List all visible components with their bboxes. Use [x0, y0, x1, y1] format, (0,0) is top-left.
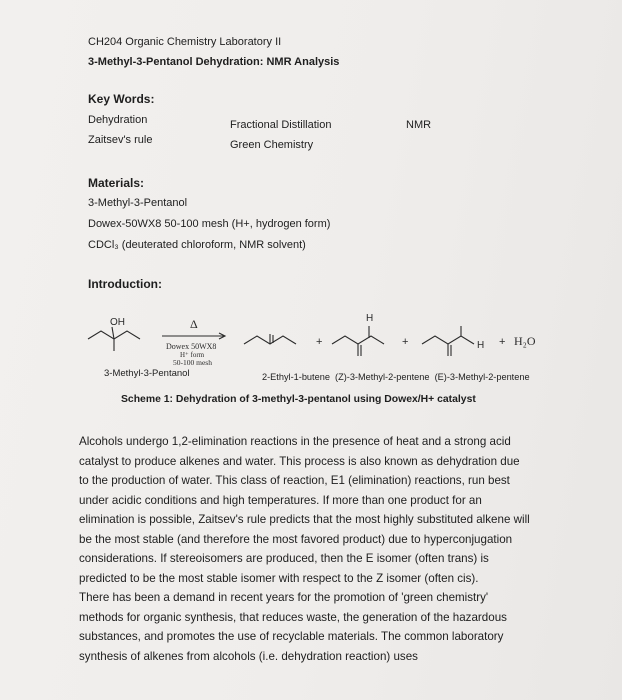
heat-symbol: Δ: [190, 317, 198, 331]
paragraph-line: to the production of water. This class of reaction, E1 (elimination) reactions, run best: [79, 474, 510, 487]
paragraph-line: synthesis of alkenes from alcohols (i.e. dehydration reaction) uses: [79, 649, 418, 663]
paragraph-line: Alcohols undergo 1,2-elimination reactions in the presence of heat and a strong acid: [79, 435, 511, 448]
oh-label: OH: [110, 317, 125, 328]
hydrogen-label-e: H: [477, 340, 485, 351]
keywords-heading: Key Words:: [88, 92, 155, 106]
product-z-3-methyl-2-pentene: [332, 336, 384, 344]
plus-sign: +: [499, 336, 506, 348]
paragraph-line: catalyst to produce alkenes and water. This process is also known as dehydration due: [79, 454, 520, 468]
product-e-3-methyl-2-pentene: [422, 336, 474, 344]
keyword-fractional-distillation: Fractional Distillation: [230, 119, 332, 131]
paragraph-line: substances, and promotes the use of recyclable materials. The common laboratory: [79, 630, 504, 643]
keyword-green-chemistry: Green Chemistry: [230, 139, 314, 151]
plus-sign: +: [402, 336, 409, 348]
reactant-name: 3-Methyl-3-Pentanol: [104, 368, 190, 379]
scheme-caption: Scheme 1: Dehydration of 3-methyl-3-pentanol using Dowex/H+ catalyst: [121, 394, 476, 405]
paragraph-line: under acidic conditions and high temperatures. If more than one product for an: [79, 493, 482, 507]
paragraph-line: elimination is possible, Zaitsev's rule predicts that the most highly substituted alkene will: [79, 513, 530, 526]
reagent-line-2: H⁺ form: [180, 351, 205, 359]
paragraph-line: be the most stable (and therefore the most favored product) due to hyperconjugation: [79, 532, 513, 546]
product-names: 2-Ethyl-1-butene (Z)-3-Methyl-2-pentene (E)-3-Methyl-2-pentene: [262, 372, 530, 382]
plus-sign: +: [316, 336, 323, 348]
keyword-zaitsevs-rule: Zaitsev's rule: [88, 134, 153, 146]
document-title: 3-Methyl-3-Pentanol Dehydration: NMR Analysis: [88, 56, 340, 68]
water-label: H₂O: [514, 334, 536, 348]
paragraph-line: methods for organic synthesis, that reduces waste, the generation of the hazardous: [79, 610, 507, 624]
hydrogen-label-z: H: [366, 313, 374, 324]
materials-heading: Materials:: [88, 176, 145, 190]
material-item: Dowex-50WX8 50-100 mesh (H+, hydrogen form): [88, 218, 331, 230]
introduction-paragraph: [79, 432, 549, 666]
reagent-line-1: Dowex 50WX8: [166, 342, 217, 351]
course-title: CH204 Organic Chemistry Laboratory II: [88, 36, 282, 48]
keyword-nmr: NMR: [406, 119, 432, 131]
introduction-heading: Introduction:: [88, 277, 162, 291]
paragraph-line: There has been a demand in recent years for the promotion of 'green chemistry': [79, 591, 489, 604]
reactant-oh-bond: [112, 327, 114, 339]
material-item: CDCl₃ (deuterated chloroform, NMR solvent): [88, 239, 306, 251]
reagent-line-3: 50-100 mesh: [173, 358, 212, 367]
paragraph-line: considerations. If stereoisomers are produced, then the E isomer (often trans) is: [79, 552, 489, 565]
material-item: 3-Methyl-3-Pentanol: [88, 197, 188, 209]
paragraph-line: predicted to be the most stable isomer with respect to the Z isomer (often cis).: [79, 571, 479, 585]
keyword-dehydration: Dehydration: [88, 114, 148, 126]
